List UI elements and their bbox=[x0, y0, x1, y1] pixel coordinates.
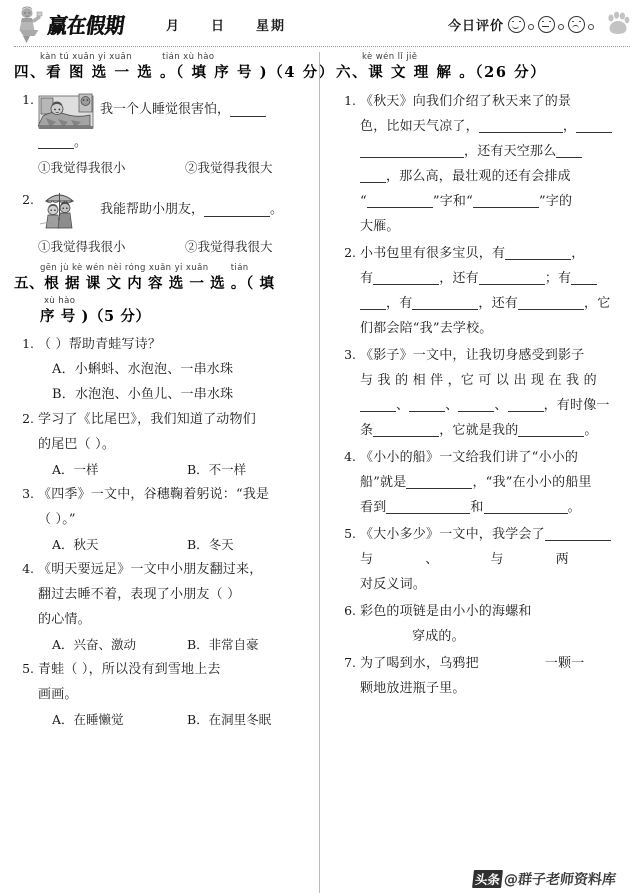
sad-face-icon[interactable] bbox=[568, 16, 585, 33]
section-six-title: 六、课 文 理 解 。（26 分） bbox=[336, 64, 547, 81]
watermark-badge: 头条 bbox=[472, 870, 503, 888]
question-5-5-stem-line2: 画画。 bbox=[38, 687, 78, 702]
question-number: 2. bbox=[22, 192, 34, 207]
section-five-pinyin-2: xù hào bbox=[44, 296, 76, 306]
question-number: 5. bbox=[344, 526, 356, 541]
option-2[interactable]: ②我觉得我很大 bbox=[185, 239, 273, 254]
answer-blank[interactable] bbox=[518, 421, 584, 437]
question-number: 7. bbox=[344, 655, 356, 670]
question-number: 4. bbox=[344, 449, 356, 464]
date-month-label: 月 bbox=[166, 18, 182, 34]
answer-blank[interactable] bbox=[406, 473, 472, 489]
answer-blank[interactable] bbox=[458, 396, 494, 412]
q6-2-text-f: ，有 bbox=[386, 296, 413, 311]
answer-blank[interactable] bbox=[508, 396, 544, 412]
question-6-4-line1: 《小小的船》一文给我们讲了“小小的 bbox=[360, 450, 579, 465]
answer-blank[interactable] bbox=[38, 133, 74, 149]
question-6-4-line2 bbox=[360, 470, 630, 495]
q6-5-text-d: 与 bbox=[490, 552, 504, 567]
right-column bbox=[319, 52, 630, 893]
section-five-pinyin-part2: tián bbox=[230, 263, 249, 273]
question-6-7-line1 bbox=[360, 651, 630, 676]
answer-blank[interactable] bbox=[373, 551, 425, 566]
header-divider bbox=[14, 46, 630, 47]
answer-blank[interactable] bbox=[484, 498, 568, 514]
q6-2-text-b: ， bbox=[571, 246, 585, 261]
question-5-5 bbox=[14, 657, 309, 732]
question-5-1-option-a[interactable]: A．小蝌蚪、水泡泡、一串水珠 bbox=[52, 362, 234, 377]
option-1[interactable]: ①我觉得我很小 bbox=[38, 239, 126, 254]
question-number: 6. bbox=[344, 603, 356, 618]
watermark bbox=[472, 869, 617, 889]
question-6-2-line2 bbox=[360, 266, 630, 291]
q6-1-quote-open: “ bbox=[360, 194, 367, 209]
date-row bbox=[166, 15, 286, 34]
q6-4-text-c: 看到 bbox=[360, 500, 387, 515]
daily-evaluation bbox=[448, 10, 632, 38]
question-5-2-stem-line1: 学习了《比尾巴》，我们知道了动物们 bbox=[38, 412, 256, 427]
left-column bbox=[14, 52, 335, 893]
q6-3-text-c: ，它就是我的 bbox=[439, 423, 519, 438]
question-4-2-options bbox=[38, 234, 309, 259]
section-six bbox=[336, 52, 630, 83]
brand-logo bbox=[14, 4, 126, 44]
question-number: 2. bbox=[344, 245, 356, 260]
q6-6-text-a: 穿成的。 bbox=[412, 629, 465, 644]
question-5-4-option-a[interactable]: A．兴奋、激动 bbox=[52, 637, 137, 652]
q6-2-text-e: ；有 bbox=[544, 271, 572, 286]
question-5-3-option-a[interactable]: A．秋天 bbox=[52, 537, 99, 552]
brand-title: 赢在假期 bbox=[46, 13, 126, 38]
watermark-text: @群子老师资料库 bbox=[503, 872, 617, 888]
q6-2-text-h: ，它 bbox=[584, 296, 611, 311]
answer-blank[interactable] bbox=[576, 117, 612, 133]
answer-blank[interactable] bbox=[373, 421, 439, 437]
q6-5-text-a: 《大小多少》一文中，我学会了 bbox=[360, 527, 545, 542]
answer-blank[interactable] bbox=[518, 294, 584, 310]
option-2[interactable]: ②我觉得我很大 bbox=[185, 160, 273, 175]
question-6-5 bbox=[336, 522, 630, 597]
q6-3-text-b: 条 bbox=[360, 423, 374, 438]
answer-blank[interactable] bbox=[556, 142, 582, 158]
happy-face-icon[interactable] bbox=[508, 16, 525, 33]
question-6-2-line4: 们都会陪“我”去学校。 bbox=[360, 321, 493, 336]
neutral-face-icon[interactable] bbox=[538, 16, 555, 33]
question-6-2 bbox=[336, 241, 630, 341]
question-6-1-line3 bbox=[360, 139, 630, 164]
question-6-2-line1 bbox=[360, 241, 630, 266]
question-5-2 bbox=[14, 407, 309, 482]
question-4-1-stem-cont bbox=[38, 130, 309, 155]
q6-7-text-b: 一颗一 bbox=[544, 656, 585, 671]
q6-4-text-e: 。 bbox=[567, 500, 581, 515]
q6-5-text-c: 、 bbox=[425, 552, 439, 567]
question-4-2-stem bbox=[38, 188, 309, 230]
answer-blank[interactable] bbox=[360, 142, 464, 158]
section-five bbox=[14, 263, 309, 327]
question-6-3-line2: 与 我 的 相 伴 ，它 可 以 出 现 在 我 的 bbox=[360, 373, 597, 388]
answer-blank[interactable] bbox=[479, 117, 563, 133]
section-four bbox=[14, 52, 335, 83]
question-6-3-line3: 、 、 、 ，有时像一 bbox=[360, 393, 630, 418]
question-6-1-line1: 《秋天》向我们介绍了秋天来了的景 bbox=[360, 94, 572, 109]
q6-3-text-d: 。 bbox=[584, 423, 598, 438]
answer-blank[interactable] bbox=[360, 294, 386, 310]
section-five-pinyin-part1: gēn jù kè wén nèi róng xuǎn yi xuǎn bbox=[40, 263, 209, 273]
question-6-1 bbox=[336, 89, 630, 239]
answer-blank[interactable] bbox=[367, 192, 433, 208]
question-5-3-stem-line2: （ ）。” bbox=[38, 512, 76, 527]
page-header bbox=[0, 0, 640, 48]
worksheet-body bbox=[0, 48, 640, 893]
student-mascot-icon bbox=[14, 4, 44, 44]
question-number: 5. bbox=[22, 661, 34, 676]
question-5-5-stem-line1: 青蛙（ ），所以没有到雪地上去 bbox=[38, 662, 221, 677]
question-5-4-stem-line1: 《明天要远足》一文中小朋友翻过来， bbox=[38, 562, 263, 577]
answer-blank[interactable] bbox=[473, 192, 539, 208]
section-five-title-line1: 五、根 据 课 文 内 容 选 一 选 。（ 填 bbox=[14, 275, 275, 292]
answer-blank[interactable] bbox=[504, 551, 556, 566]
date-weekday-label: 星期 bbox=[256, 18, 287, 34]
question-6-7-line2: 颗地放进瓶子里。 bbox=[360, 681, 466, 696]
section-five-title-line2: 序 号 )（5 分） bbox=[40, 308, 151, 325]
question-number: 2. bbox=[22, 411, 34, 426]
section-four-pinyin-part2: tián xù hào bbox=[162, 52, 215, 62]
question-5-3-stem-line1: 《四季》一文中，谷穗鞠着躬说：“我是 bbox=[38, 487, 270, 502]
answer-blank[interactable] bbox=[479, 269, 545, 285]
q6-4-text-d: 和 bbox=[470, 500, 484, 515]
answer-blank[interactable] bbox=[360, 396, 396, 412]
question-number: 4. bbox=[22, 561, 34, 576]
question-6-6 bbox=[336, 599, 630, 649]
q6-5-text-e: 两 bbox=[555, 552, 569, 567]
evaluation-dot-3 bbox=[588, 24, 594, 30]
section-four-pinyin bbox=[14, 52, 309, 63]
question-number: 3. bbox=[22, 486, 34, 501]
q6-2-text-d: ，还有 bbox=[439, 271, 479, 286]
section-four-pinyin-part1: kàn tú xuǎn yi xuǎn bbox=[40, 52, 132, 62]
question-6-7 bbox=[336, 651, 630, 701]
question-5-2-option-b[interactable]: B．不一样 bbox=[187, 462, 247, 477]
answer-blank[interactable] bbox=[438, 551, 490, 566]
question-6-1-line5 bbox=[360, 189, 630, 214]
question-6-5-line1 bbox=[360, 522, 630, 547]
question-number: 3. bbox=[344, 347, 356, 362]
question-5-2-option-a[interactable]: A．一样 bbox=[52, 462, 99, 477]
section-six-pinyin: kè wén lǐ jiě bbox=[362, 52, 418, 62]
question-6-3 bbox=[336, 343, 630, 443]
children-with-umbrella-icon bbox=[38, 188, 94, 230]
question-6-1-line4 bbox=[360, 164, 630, 189]
question-5-4-stem-line3: 的心情。 bbox=[38, 612, 91, 627]
question-5-1-option-b[interactable]: B．水泡泡、小鱼儿、一串水珠 bbox=[52, 387, 234, 402]
answer-blank[interactable] bbox=[360, 167, 386, 183]
question-6-2-line3 bbox=[360, 291, 630, 316]
question-5-5-option-b[interactable]: B．在洞里冬眠 bbox=[187, 712, 272, 727]
question-4-2-text-after: 。 bbox=[270, 201, 284, 217]
question-5-5-option-a[interactable]: A．在睡懒觉 bbox=[52, 712, 124, 727]
question-number: 1. bbox=[344, 93, 356, 108]
question-6-5-line2 bbox=[360, 547, 630, 572]
q6-1-text-c: ，还有天空那么 bbox=[464, 144, 557, 159]
question-number: 1. bbox=[22, 336, 34, 351]
answer-blank[interactable] bbox=[373, 269, 439, 285]
question-6-4-line3 bbox=[360, 495, 630, 520]
answer-blank[interactable] bbox=[230, 101, 266, 117]
q6-5-text-b: 与 bbox=[360, 552, 374, 567]
question-5-1 bbox=[14, 332, 309, 407]
question-6-1-line6: 大雁。 bbox=[360, 219, 400, 234]
question-4-1 bbox=[14, 88, 309, 180]
question-6-6-line1: 彩色的项链是由小小的海螺和 bbox=[360, 604, 532, 619]
q6-1-text-a: 色，比如天气凉了， bbox=[360, 119, 479, 134]
answer-blank[interactable] bbox=[412, 294, 478, 310]
section-five-pinyin-1 bbox=[14, 263, 309, 274]
answer-blank[interactable] bbox=[409, 396, 445, 412]
question-4-1-text-after: 。 bbox=[74, 135, 88, 150]
question-6-3-line1: 《影子》一文中，让我切身感受到影子 bbox=[360, 348, 585, 363]
evaluation-label: 今日评价 bbox=[447, 18, 504, 34]
question-6-5-line3: 对反义词。 bbox=[360, 577, 427, 592]
question-5-4-option-b[interactable]: B．非常自豪 bbox=[187, 637, 259, 652]
option-1[interactable]: ①我觉得我很小 bbox=[38, 160, 126, 175]
question-4-1-stem bbox=[38, 88, 309, 130]
section-four-title: 四、看 图 选 一 选 。（ 填 序 号 )（4 分） bbox=[14, 64, 335, 81]
answer-blank[interactable] bbox=[571, 269, 597, 285]
q6-2-text-c: 有 bbox=[360, 271, 374, 286]
answer-blank[interactable] bbox=[545, 525, 611, 541]
q6-4-text-b: ，“我”在小小的船里 bbox=[472, 475, 592, 490]
q6-1-text-e: ”字和“ bbox=[432, 194, 473, 209]
evaluation-dot-1 bbox=[528, 24, 534, 30]
question-5-4 bbox=[14, 557, 309, 657]
paw-print-icon bbox=[604, 10, 632, 38]
q6-1-text-d: ，那么高，最壮观的还有会排成 bbox=[386, 169, 571, 184]
evaluation-dot-2 bbox=[558, 24, 564, 30]
answer-blank[interactable] bbox=[386, 498, 470, 514]
answer-blank[interactable] bbox=[204, 201, 270, 217]
question-4-1-options bbox=[38, 155, 309, 180]
question-5-4-stem-line2: 翻过去睡不着，表现了小朋友（ ） bbox=[38, 587, 241, 602]
q6-3-text-a: ，有时像一 bbox=[543, 398, 610, 413]
question-5-3 bbox=[14, 482, 309, 557]
q6-2-text-a: 小书包里有很多宝贝，有 bbox=[360, 246, 506, 261]
q6-1-text-b: ， bbox=[562, 119, 577, 134]
q6-7-text-a: 为了喝到水，乌鸦把 bbox=[360, 656, 479, 671]
question-4-1-text: 我一个人睡觉很害怕， bbox=[100, 101, 231, 117]
answer-blank[interactable] bbox=[505, 244, 571, 260]
answer-blank[interactable] bbox=[479, 655, 545, 670]
q6-4-text-a: 船”就是 bbox=[360, 475, 407, 490]
question-4-2 bbox=[14, 188, 309, 259]
question-5-2-stem-line2: 的尾巴（ ）。 bbox=[38, 437, 116, 452]
date-day-label: 日 bbox=[211, 18, 227, 34]
q6-1-text-f: ”字的 bbox=[538, 194, 573, 209]
question-6-1-line2 bbox=[360, 114, 630, 139]
child-sleeping-in-bed-icon bbox=[38, 88, 94, 130]
question-5-3-option-b[interactable]: B．冬天 bbox=[187, 537, 234, 552]
answer-blank[interactable] bbox=[360, 628, 412, 643]
question-6-6-line2 bbox=[360, 624, 630, 649]
question-6-3-line4 bbox=[360, 418, 630, 443]
question-5-1-stem: （ ）帮助青蛙写诗？ bbox=[38, 337, 162, 352]
question-number: 1. bbox=[22, 92, 34, 107]
question-6-4 bbox=[336, 445, 630, 520]
q6-2-text-g: ，还有 bbox=[478, 296, 519, 311]
question-4-2-text: 我能帮助小朋友， bbox=[100, 201, 205, 217]
